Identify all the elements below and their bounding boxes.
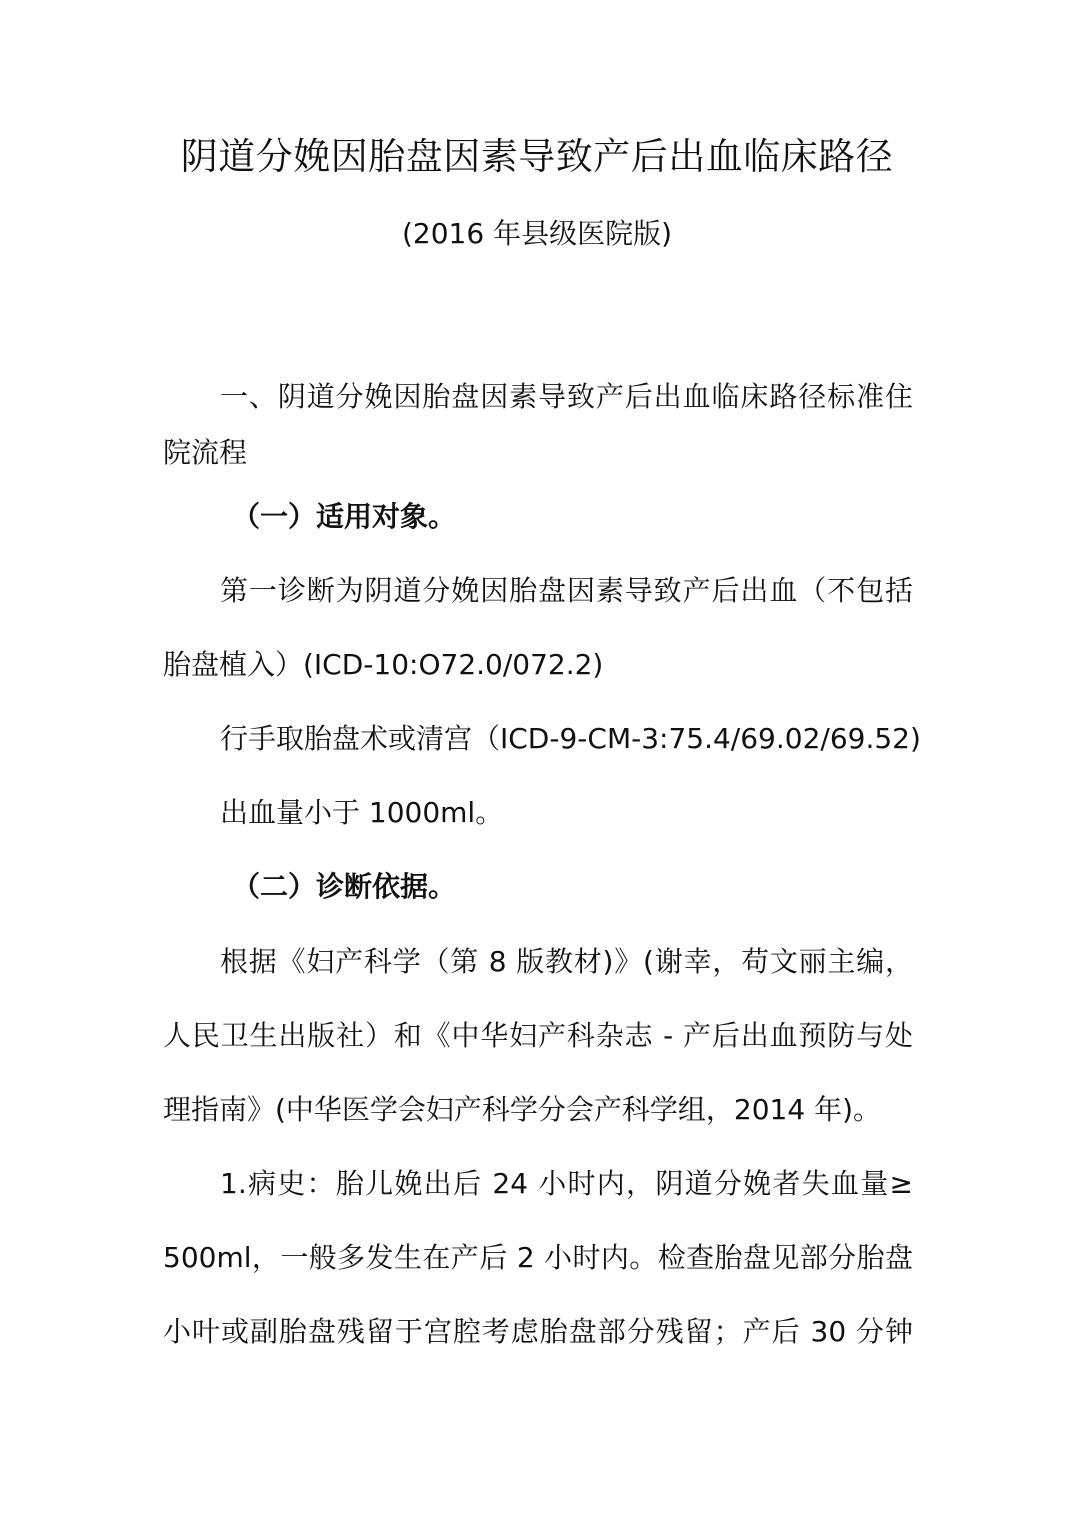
section-1-paragraph-3: 出血量小于 1000ml。 <box>220 796 504 829</box>
section-1-paragraph-1-line-2: 胎盘植入）(ICD-10:O72.0/072.2) <box>163 648 604 681</box>
section-2-paragraph-1-line-3: 理指南》(中华医学会妇产科学分会产科学组，2014 年)。 <box>163 1093 882 1126</box>
section-2-heading: （二）诊断依据。 <box>232 870 457 903</box>
document-title: 阴道分娩因胎盘因素导致产后出血临床路径 <box>180 135 894 178</box>
section-2-paragraph-2-line-2: 500ml，一般多发生在产后 2 小时内。检查胎盘见部分胎盘 <box>163 1241 913 1274</box>
heading-1-line-2: 院流程 <box>163 436 248 469</box>
section-2-paragraph-2-line-1: 1.病史：胎儿娩出后 24 小时内，阴道分娩者失血量≥ <box>220 1167 913 1200</box>
section-2-paragraph-2-line-3: 小叶或副胎盘残留于宫腔考虑胎盘部分残留；产后 30 分钟 <box>163 1315 913 1348</box>
section-1-paragraph-2: 行手取胎盘术或清宫（ICD-9-CM-3:75.4/69.02/69.52) <box>220 722 921 755</box>
section-2-paragraph-1-line-1: 根据《妇产科学（第 8 版教材)》(谢幸，苟文丽主编， <box>220 945 913 978</box>
section-2-paragraph-1-line-2: 人民卫生出版社）和《中华妇产科杂志 - 产后出血预防与处 <box>163 1019 913 1052</box>
section-1-paragraph-1-line-1: 第一诊断为阴道分娩因胎盘因素导致产后出血（不包括 <box>220 574 913 607</box>
section-1-heading: （一）适用对象。 <box>232 500 457 533</box>
document-subtitle: (2016 年县级医院版) <box>401 217 672 250</box>
heading-1-line-1: 一、阴道分娩因胎盘因素导致产后出血临床路径标准住 <box>220 380 913 413</box>
